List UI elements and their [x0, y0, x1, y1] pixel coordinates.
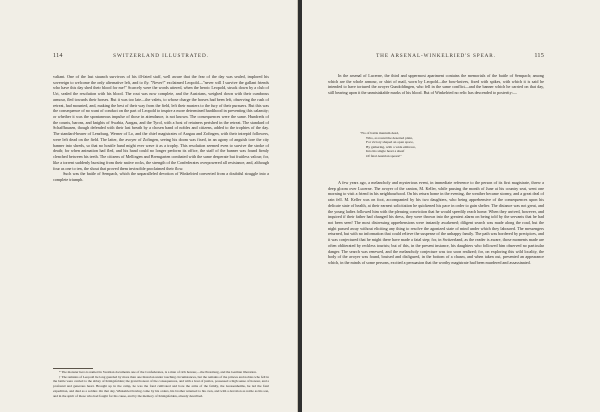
verse-quotation — [360, 131, 416, 159]
verse-line: By gathering, with a wide embrace, — [366, 144, 416, 149]
page-number: 114 — [53, 52, 63, 59]
page-number: 115 — [534, 52, 544, 59]
footnote: * The monster hero is named in Swabian documents one of the Confederates, is a man of rich honour,—the Pressburg, and the German liberation. — [59, 370, 257, 374]
right-body-text — [328, 73, 544, 96]
footnotes — [53, 370, 269, 398]
footnote: † The remains of Leopold lie long guarded by more than one historian under touching circumstances, but the remains of the princes and nobles who fell in the battle were carried to the abbey of Königsfelden; the grand honour of the consequences, and with a host of justice, possessed a high sense of honour, and a profound and generous heart. Brought up in the camp, he was the fond cultivated and bore the arms of the family, the Gressenheims, he led the fatal expedition, and died as a soldier. On that day, Winkelried having come by his orders, his brother returned to his own, and with a devotion as noble as his son, and in the spirit of those who had fought for his cause, and by the memory of Königsfelden, already described. — [53, 374, 269, 398]
right-body-text-continued — [328, 180, 544, 266]
left-body-text — [53, 74, 269, 183]
verse-line: "No of battle mentum dead, — [360, 131, 399, 135]
footnote-rule — [53, 368, 93, 369]
running-head: SWITZERLAND ILLUSTRATED. — [113, 53, 209, 59]
paragraph: In the arsenal of Lucerne, the third and uppermost apartment contains the memorials of the battle of Sempach; among which are the whole armour, or shirt of mail, worn by Leopold—the bow-knives, fixed with spikes, with which it is said he intended to have tortured the avoyer Gundoldingen, who fell in the same conflict—and the banner which he carried on that day, still bearing upon it the unmistakable marks of his blood. But of Winkelried no relic has descended to posterity:— — [328, 73, 544, 96]
paragraph: A few years ago, a melancholy and mysterious event, in immediate reference to the person of its first magistrate, threw a deep gloom over Lucerne. The avoyer of the canton, M. Keller, while passing the month of June at his country seat, went one morning to visit a friend in his neighbourhood. On his return home in the evening, the weather became stormy, and a great deal of rain fell. M. Keller was on foot, accompanied by his two daughters, who being apprehensive of the consequences upon his delicate state of health, at their earnest solicitation he quickened his pace in order to gain shelter. The distance was not great, and the young ladies followed him with the pleasing conviction that he would speedily reach home. When they arrived, however, and inquired if their father had changed his dress, they were thrown into the greatest alarm on being told by the servants that he had not been seen! The most distressing apprehensions were instantly awakened; diligent search was made along the road, but the night passed away without eliciting any thing to resolve the agonized state of mind under which they laboured. The messengers returned, but with no information that could relieve the suspense of the unhappy family. The path was bordered by precipices, and it was conjectured that he might there have made a fatal step; for, in Switzerland, as the reader is aware, those moments made are often obliterated by reckless tourists; but of this, in the present instance, his daughters who followed him observed no particular danger. The search was renewed, and the melancholy conjecture was too soon realized; for, on exploring this wild locality, the body of the avoyer was found, bruised and disfigured, in the bottom of a chasm, and when taken out, presented an appearance which, in the minds of some persons, excited a persuasion that the worthy magistrate had been murdered and assassinated. — [328, 180, 544, 266]
paragraph: valiant. One of the last staunch survivors of his ill-fated staff, well aware that the fear of the day was sealed, implored his sovereign to welcome the only alternative left, and to fly. "Never!" exclaimed Leopold—"never will I survive the gallant friends who have this day shed their blood for me!" Scarcely were the words uttered, when the heroic Leopold, struck down by a club of Uri, sealed the resolution with his blood. The rout was now complete, and the Austrians, weighed down with their cumbrous armour, fled towards their horses. But it was too late—the valets, to whose charge the horses had been left, observing the rush of retreat, had mounted, and, making the best of their way from the field, left their masters to the fury of their pursuers. But this was the consequence of no want of conduct on the part of Leopold to inspire a more determined hardihood in preventing this calamity; or whether it was the spontaneous impulse of those in attendance, is not known. The consequences were the same. Hundreds of the counts, barons, and knights of Swabia, Aargau, and the Tyrol, with a host of retainers perished in the retreat. The standard of Schaffhausen, though defended with their last breath by a chosen band of nobles and citizens, added to the trophies of the day. The standard-bearer of Lenzburg, Werner of Lo, and the chief magistrates of Aargau and Zofingen, with their intrepid followers, were left dead on the field. The latter, the avoyer of Zofingen, seeing his doom was fixed, in an agony of anguish tore the city banner into shreds, so that no hostile hand might ever wave it as a trophy. This resolution seemed even to survive the stroke of death; for when animation had fled, and his hand could no longer perform its office, the staff of the banner was found firmly clenched between his teeth. The citizens of Mellingen and Bremgarten combated with the same desperate but fruitless valour; for, like a torrent suddenly bursting from their native rocks, the strength of the Confederates overpowered all resistance, and, although four as one to ten, the shout that proved them invincible proclaimed their flow. — [53, 74, 269, 171]
left-page — [0, 0, 298, 412]
verse-line: Of fatal Austrian spears!" — [366, 153, 402, 158]
right-page — [302, 0, 600, 412]
verse-line: For victory shaped an open space, — [366, 140, 414, 145]
paragraph: Such was the battle of Sempach, which the unparalleled devotion of Winkelried converted from a doubtful struggle into a complete triumph. — [53, 171, 269, 182]
verse-line: Into his single heart a sheaf — [366, 149, 405, 154]
right-page-header — [328, 53, 544, 63]
running-head: THE ARSENAL-WINKELRIED'S SPEAR. — [376, 53, 496, 59]
left-page-header — [53, 53, 269, 63]
verse-line: Who, as round the deserted plain, — [366, 135, 413, 140]
